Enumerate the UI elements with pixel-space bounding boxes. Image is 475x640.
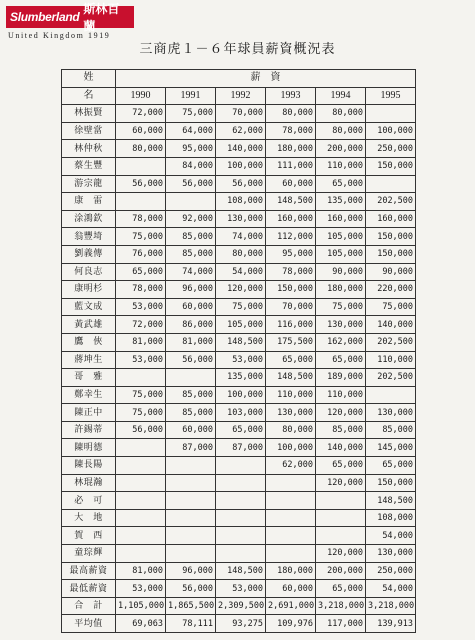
salary-cell: 78,000 — [266, 263, 316, 281]
salary-cell — [366, 105, 416, 123]
salary-cell: 250,000 — [366, 562, 416, 580]
salary-cell: 139,913 — [366, 615, 416, 633]
salary-cell: 53,000 — [116, 351, 166, 369]
salary-cell — [316, 527, 366, 545]
salary-cell: 72,000 — [116, 316, 166, 334]
salary-cell: 53,000 — [116, 298, 166, 316]
salary-cell: 78,000 — [266, 122, 316, 140]
summary-row — [62, 615, 416, 633]
salary-cell — [316, 492, 366, 510]
player-name: 陳正中 — [62, 404, 116, 422]
salary-cell: 180,000 — [316, 281, 366, 299]
salary-cell: 69,063 — [116, 615, 166, 633]
salary-cell: 85,000 — [316, 421, 366, 439]
salary-cell — [166, 474, 216, 492]
player-row — [62, 175, 416, 193]
salary-cell: 112,000 — [266, 228, 316, 246]
salary-cell — [316, 509, 366, 527]
salary-cell: 120,000 — [316, 545, 366, 563]
salary-cell: 60,000 — [266, 580, 316, 598]
name-header-bottom: 名 — [62, 87, 116, 105]
salary-cell: 111,000 — [266, 157, 316, 175]
player-row — [62, 298, 416, 316]
salary-cell: 65,000 — [216, 421, 266, 439]
salary-cell: 85,000 — [366, 421, 416, 439]
salary-cell: 95,000 — [166, 140, 216, 158]
salary-cell — [266, 509, 316, 527]
salary-cell: 75,000 — [166, 105, 216, 123]
salary-cell: 145,000 — [366, 439, 416, 457]
salary-cell: 2,309,500 — [216, 597, 266, 615]
player-row — [62, 439, 416, 457]
logo-tagline: United Kingdom 1919 — [8, 31, 111, 40]
salary-cell: 56,000 — [216, 175, 266, 193]
salary-cell: 70,000 — [266, 298, 316, 316]
salary-cell — [216, 492, 266, 510]
player-name: 翁豐埼 — [62, 228, 116, 246]
salary-cell: 96,000 — [166, 562, 216, 580]
salary-cell: 130,000 — [316, 316, 366, 334]
salary-cell: 175,500 — [266, 333, 316, 351]
player-name: 童琮輝 — [62, 545, 116, 563]
salary-cell: 2,691,000 — [266, 597, 316, 615]
salary-cell: 148,500 — [266, 193, 316, 211]
salary-cell: 80,000 — [316, 122, 366, 140]
player-row — [62, 193, 416, 211]
summary-row — [62, 562, 416, 580]
salary-cell: 130,000 — [366, 545, 416, 563]
player-name: 陳長陽 — [62, 457, 116, 475]
summary-row — [62, 597, 416, 615]
name-header-top: 姓 — [62, 70, 116, 88]
player-row — [62, 421, 416, 439]
salary-cell: 62,000 — [216, 122, 266, 140]
salary-cell: 65,000 — [116, 263, 166, 281]
salary-cell — [216, 509, 266, 527]
salary-cell: 120,000 — [216, 281, 266, 299]
year-header: 1995 — [366, 87, 416, 105]
salary-cell: 53,000 — [216, 580, 266, 598]
salary-cell: 100,000 — [216, 386, 266, 404]
salary-cell: 130,000 — [216, 210, 266, 228]
salary-cell: 130,000 — [266, 404, 316, 422]
player-name: 林振賢 — [62, 105, 116, 123]
salary-cell — [116, 527, 166, 545]
salary-cell: 56,000 — [166, 351, 216, 369]
salary-cell: 54,000 — [366, 580, 416, 598]
salary-cell: 78,000 — [116, 281, 166, 299]
salary-cell — [116, 474, 166, 492]
salary-cell: 120,000 — [316, 474, 366, 492]
player-row — [62, 527, 416, 545]
salary-cell — [116, 439, 166, 457]
player-row — [62, 316, 416, 334]
salary-cell — [216, 545, 266, 563]
player-row — [62, 263, 416, 281]
player-row — [62, 492, 416, 510]
summary-label: 平均值 — [62, 615, 116, 633]
player-name: 林仲秋 — [62, 140, 116, 158]
salary-cell: 65,000 — [366, 457, 416, 475]
salary-cell: 116,000 — [266, 316, 316, 334]
salary-cell: 162,000 — [316, 333, 366, 351]
salary-cell: 60,000 — [166, 421, 216, 439]
salary-cell: 220,000 — [366, 281, 416, 299]
player-name: 黃武雄 — [62, 316, 116, 334]
player-name: 許錫蒂 — [62, 421, 116, 439]
summary-row — [62, 580, 416, 598]
player-name: 鷹 俠 — [62, 333, 116, 351]
salary-cell: 1,105,000 — [116, 597, 166, 615]
salary-cell: 87,000 — [166, 439, 216, 457]
salary-cell: 3,218,000 — [366, 597, 416, 615]
salary-cell — [116, 457, 166, 475]
salary-cell: 150,000 — [366, 474, 416, 492]
player-row — [62, 245, 416, 263]
salary-cell: 80,000 — [266, 105, 316, 123]
player-name: 賀 西 — [62, 527, 116, 545]
year-header: 1994 — [316, 87, 366, 105]
salary-cell — [166, 193, 216, 211]
year-header: 1993 — [266, 87, 316, 105]
salary-cell: 110,000 — [266, 386, 316, 404]
salary-cell — [266, 527, 316, 545]
salary-cell: 75,000 — [366, 298, 416, 316]
player-row — [62, 386, 416, 404]
player-name: 游宗龍 — [62, 175, 116, 193]
salary-cell: 65,000 — [316, 457, 366, 475]
salary-cell: 62,000 — [266, 457, 316, 475]
salary-cell: 65,000 — [266, 351, 316, 369]
salary-cell: 76,000 — [116, 245, 166, 263]
salary-cell: 150,000 — [366, 245, 416, 263]
salary-cell: 65,000 — [316, 351, 366, 369]
player-name: 蔡生豐 — [62, 157, 116, 175]
player-row — [62, 369, 416, 387]
salary-cell — [166, 545, 216, 563]
player-row — [62, 457, 416, 475]
salary-cell: 108,000 — [366, 509, 416, 527]
header-row-top — [62, 70, 416, 88]
salary-cell: 53,000 — [116, 580, 166, 598]
salary-cell: 85,000 — [166, 404, 216, 422]
player-name: 康明杉 — [62, 281, 116, 299]
salary-cell — [166, 509, 216, 527]
salary-cell: 54,000 — [366, 527, 416, 545]
player-name: 林琨瀚 — [62, 474, 116, 492]
salary-cell: 148,500 — [216, 562, 266, 580]
salary-cell: 180,000 — [266, 562, 316, 580]
salary-cell: 180,000 — [266, 140, 316, 158]
player-name: 涂鴻欽 — [62, 210, 116, 228]
salary-cell: 60,000 — [166, 298, 216, 316]
salary-cell: 54,000 — [216, 263, 266, 281]
player-row — [62, 122, 416, 140]
salary-cell: 81,000 — [116, 333, 166, 351]
salary-cell: 120,000 — [316, 404, 366, 422]
salary-header: 薪 資 — [116, 70, 416, 88]
salary-cell — [266, 492, 316, 510]
salary-cell — [116, 193, 166, 211]
salary-cell: 105,000 — [316, 245, 366, 263]
player-name: 蔣坤生 — [62, 351, 116, 369]
salary-cell: 108,000 — [216, 193, 266, 211]
salary-cell: 150,000 — [366, 228, 416, 246]
salary-cell: 90,000 — [366, 263, 416, 281]
salary-cell: 75,000 — [316, 298, 366, 316]
salary-cell — [116, 157, 166, 175]
salary-cell: 1,865,500 — [166, 597, 216, 615]
player-row — [62, 545, 416, 563]
salary-cell: 74,000 — [166, 263, 216, 281]
salary-cell: 110,000 — [316, 157, 366, 175]
salary-cell: 103,000 — [216, 404, 266, 422]
salary-cell: 135,000 — [216, 369, 266, 387]
salary-cell: 200,000 — [316, 562, 366, 580]
salary-cell: 117,000 — [316, 615, 366, 633]
salary-cell: 160,000 — [366, 210, 416, 228]
player-row — [62, 140, 416, 158]
logo-brand-text: Slumberland — [10, 10, 80, 24]
salary-cell: 202,500 — [366, 333, 416, 351]
salary-cell — [116, 545, 166, 563]
salary-cell — [216, 474, 266, 492]
salary-cell: 56,000 — [166, 175, 216, 193]
salary-cell: 65,000 — [316, 175, 366, 193]
salary-cell: 110,000 — [316, 386, 366, 404]
salary-cell — [116, 369, 166, 387]
salary-cell: 75,000 — [116, 404, 166, 422]
summary-label: 最高薪資 — [62, 562, 116, 580]
salary-cell: 135,000 — [316, 193, 366, 211]
salary-cell: 87,000 — [216, 439, 266, 457]
header-row-years — [62, 87, 416, 105]
year-header: 1992 — [216, 87, 266, 105]
salary-cell: 72,000 — [116, 105, 166, 123]
player-name: 藍文成 — [62, 298, 116, 316]
salary-cell: 202,500 — [366, 369, 416, 387]
logo-chinese-text: 斯林百蘭 — [83, 2, 120, 33]
salary-cell: 78,000 — [116, 210, 166, 228]
player-row — [62, 228, 416, 246]
salary-cell: 56,000 — [116, 175, 166, 193]
player-name: 陳明德 — [62, 439, 116, 457]
salary-cell: 56,000 — [116, 421, 166, 439]
salary-cell: 105,000 — [216, 316, 266, 334]
salary-cell: 86,000 — [166, 316, 216, 334]
salary-cell — [266, 474, 316, 492]
salary-cell: 160,000 — [316, 210, 366, 228]
salary-cell: 85,000 — [166, 245, 216, 263]
salary-cell: 148,500 — [266, 369, 316, 387]
salary-cell: 75,000 — [216, 298, 266, 316]
salary-cell: 96,000 — [166, 281, 216, 299]
salary-cell: 75,000 — [116, 228, 166, 246]
salary-cell: 85,000 — [166, 386, 216, 404]
salary-cell: 150,000 — [266, 281, 316, 299]
salary-cell — [166, 369, 216, 387]
player-row — [62, 509, 416, 527]
player-name: 劉義傳 — [62, 245, 116, 263]
player-name: 何良志 — [62, 263, 116, 281]
salary-cell: 100,000 — [216, 157, 266, 175]
year-header: 1991 — [166, 87, 216, 105]
salary-cell: 150,000 — [366, 157, 416, 175]
salary-cell: 53,000 — [216, 351, 266, 369]
salary-cell: 148,500 — [366, 492, 416, 510]
player-row — [62, 474, 416, 492]
salary-cell — [166, 457, 216, 475]
player-row — [62, 333, 416, 351]
salary-cell: 80,000 — [316, 105, 366, 123]
brand-logo — [6, 2, 134, 33]
salary-cell: 84,000 — [166, 157, 216, 175]
salary-cell: 92,000 — [166, 210, 216, 228]
salary-cell: 75,000 — [116, 386, 166, 404]
player-row — [62, 157, 416, 175]
salary-cell: 81,000 — [116, 562, 166, 580]
summary-label: 最低薪資 — [62, 580, 116, 598]
salary-cell: 64,000 — [166, 122, 216, 140]
salary-cell: 110,000 — [366, 351, 416, 369]
salary-cell: 160,000 — [266, 210, 316, 228]
salary-cell: 56,000 — [166, 580, 216, 598]
player-name: 哥 雅 — [62, 369, 116, 387]
salary-cell: 81,000 — [166, 333, 216, 351]
salary-cell: 250,000 — [366, 140, 416, 158]
salary-cell: 189,000 — [316, 369, 366, 387]
salary-cell: 60,000 — [266, 175, 316, 193]
salary-cell — [116, 492, 166, 510]
salary-cell: 80,000 — [216, 245, 266, 263]
salary-cell: 105,000 — [316, 228, 366, 246]
salary-cell: 109,976 — [266, 615, 316, 633]
salary-cell: 130,000 — [366, 404, 416, 422]
summary-label: 合 計 — [62, 597, 116, 615]
player-name: 徐壁當 — [62, 122, 116, 140]
salary-cell — [166, 527, 216, 545]
salary-cell — [266, 545, 316, 563]
player-row — [62, 210, 416, 228]
player-name: 必 可 — [62, 492, 116, 510]
salary-cell: 100,000 — [366, 122, 416, 140]
salary-cell — [366, 175, 416, 193]
salary-cell — [366, 386, 416, 404]
salary-cell: 65,000 — [316, 580, 366, 598]
salary-cell: 148,500 — [216, 333, 266, 351]
salary-cell: 140,000 — [316, 439, 366, 457]
salary-cell — [216, 527, 266, 545]
salary-cell: 140,000 — [366, 316, 416, 334]
year-header: 1990 — [116, 87, 166, 105]
salary-cell: 90,000 — [316, 263, 366, 281]
player-name: 鄭幸生 — [62, 386, 116, 404]
salary-cell: 140,000 — [216, 140, 266, 158]
salary-cell: 3,218,000 — [316, 597, 366, 615]
salary-cell: 78,111 — [166, 615, 216, 633]
salary-cell: 80,000 — [266, 421, 316, 439]
salary-cell — [116, 509, 166, 527]
salary-cell: 95,000 — [266, 245, 316, 263]
player-row — [62, 351, 416, 369]
salary-cell: 70,000 — [216, 105, 266, 123]
salary-cell: 85,000 — [166, 228, 216, 246]
player-name: 康 雷 — [62, 193, 116, 211]
document-title: 三商虎１－６年球員薪資概況表 — [139, 42, 336, 57]
salary-cell: 74,000 — [216, 228, 266, 246]
salary-cell: 80,000 — [116, 140, 166, 158]
salary-cell — [216, 457, 266, 475]
salary-cell: 100,000 — [266, 439, 316, 457]
player-row — [62, 404, 416, 422]
salary-cell: 60,000 — [116, 122, 166, 140]
salary-cell: 200,000 — [316, 140, 366, 158]
salary-table — [61, 69, 416, 633]
player-row — [62, 281, 416, 299]
salary-cell — [166, 492, 216, 510]
player-name: 大 地 — [62, 509, 116, 527]
salary-cell: 202,500 — [366, 193, 416, 211]
player-row — [62, 105, 416, 123]
salary-cell: 93,275 — [216, 615, 266, 633]
